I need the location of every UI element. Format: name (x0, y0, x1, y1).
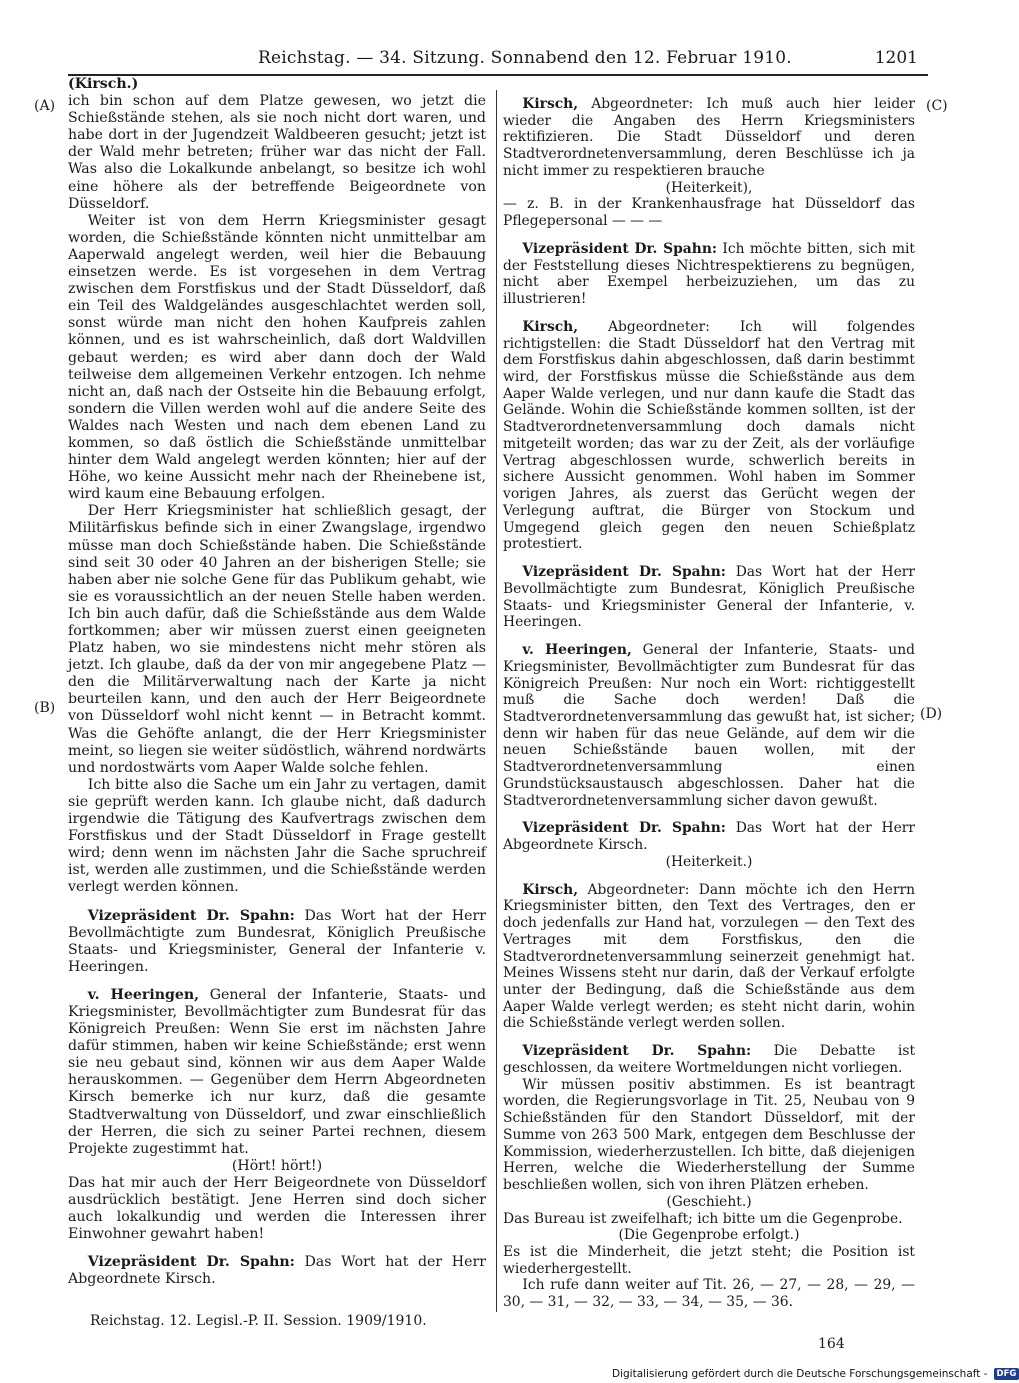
margin-mark-b: (B) (34, 700, 56, 716)
paragraph: Wir müssen positiv abstimmen. Es ist beantragt worden, die Regierungsvorlage in Tit. 25, Neubau von 9 Schießständen für den Standort Düsseldorf, mit der Summe von 263 500 Mark, entgegen dem Beschlusse der Kommission, wiederherzustellen. Ich bitte, daß diejenigen Herren, welche die Wiederherstellung der Summe beschließen wollen, sich von ihren Plätzen erheben. (503, 1076, 915, 1194)
speech-paragraph (503, 241, 915, 308)
speaker-name: Vizepräsident Dr. Spahn: (522, 564, 726, 581)
speaker-name: Vizepräsident Dr. Spahn: (522, 240, 718, 257)
speech-text: Ich möchte bitten, sich mit der Feststellung dieses Nichtrespektierens zu begnügen, nicht aber Exempel herbeizuziehen, um das zu illustrieren! (503, 240, 915, 308)
interjection: (Hört! hört!) (231, 1157, 323, 1174)
margin-mark-d: (D) (920, 706, 943, 722)
column-divider (496, 90, 497, 1312)
digitization-credit (612, 1368, 1019, 1380)
speech-text: Das Wort hat der Herr Abgeordnete Kirsch. (68, 1254, 486, 1288)
speaker-name: Vizepräsident Dr. Spahn: (522, 820, 726, 837)
speech-text: Die Debatte ist geschlossen, da weitere Wortmeldungen nicht vorliegen. (503, 1043, 916, 1076)
margin-mark-a: (A) (34, 98, 56, 114)
speech-text: Abgeordneter: Ich muß auch hier leider wieder die Angaben des Herrn Kriegsministers rektifizieren. Die Stadt Düsseldorf und deren Stadtverordnetenversammlung, deren Beschlüsse ich ja nicht immer zu respektieren brauche (503, 96, 915, 179)
interjection: (Heiterkeit.) (665, 853, 753, 870)
speaker-name: Kirsch, (522, 881, 579, 898)
speech-text: Abgeordneter: Ich will folgendes richtigstellen: die Stadt Düsseldorf hat den Vertrag mit dem Forstfiskus dahin abgeschlossen, daß darin bestimmt wird, der Forstfiskus müsse die Schießstände aus dem Aaper Walde verlegen, und nur dann kaufe die Stadt das Gelände. Wohin die Schießstände kommen sollten, ist der Stadtverordnetenversammlung doch damals nicht mitgeteilt worden; das war zu der Zeit, als der vorläufige Vertrag abgeschlossen wurde, schwerlich bereits in sichere Aussicht genommen. Wohl haben im Sommer vorigen Jahres, als zuerst das Gerücht wegen der Verlegung auftrat, die Bürger von Stockum und Umgegend gleich gegen den neuen Schießplatz protestiert. (503, 318, 915, 553)
speech-text: Das Wort hat der Herr Bevollmächtigte zum Bundesrat, Königlich Preußische Staats- und Kriegsminister, General der Infanterie v. Heeringen. (68, 907, 486, 975)
speech-text: Abgeordneter: Dann möchte ich den Herrn Kriegsminister bitten, den Text des Vertrages, den er doch jedenfalls zur Hand hat, vorzulegen — den Text des Vertrages mit dem Forstfiskus, den die Stadtverordnetenversammlung seinerzeit genehmigt hat. Meines Wissens steht nur darin, daß der Verkauf erfolgte unter der Bedingung, daß die Schießstände aus dem Aaper Walde verlegt werden; es steht nicht darin, wohin die Schießstände verlegt werden sollen. (503, 881, 915, 1032)
paragraph: — z. B. in der Krankenhausfrage hat Düsseldorf das Pflegepersonal — — — (503, 196, 915, 230)
paragraph: Ich rufe dann weiter auf Tit. 26, — 27, — 28, — 29, — 30, — 31, — 32, — 33, — 34, — 35, — 36. (503, 1277, 915, 1311)
speaker-name: v. Heeringen, (87, 986, 200, 1003)
dfg-logo: DFG (994, 1368, 1019, 1380)
speaker-continuation: (Kirsch.) (68, 76, 139, 92)
speech-paragraph (68, 908, 486, 976)
speech-text: Das Wort hat der Herr Bevollmächtigte zum Bundesrat, Königlich Preußische Staats- und Kriegsminister General der Infanterie, v. Heeringen. (503, 564, 915, 631)
sheet-signature: 164 (818, 1336, 845, 1352)
interjection: (Die Gegenprobe erfolgt.) (618, 1227, 800, 1244)
footer-imprint: Reichstag. 12. Legisl.-P. II. Session. 1909/1910. (90, 1313, 427, 1329)
speaker-name: Vizepräsident Dr. Spahn: (87, 1254, 295, 1271)
speech-text: General der Infanterie, Staats- und Kriegsminister, Bevollmächtigter zum Bundesrat für das Königreich Preußen: Nur noch ein Wort: richtiggestellt muß die Sache doch werden! Daß die Stadtverordnetenversammlung das gewußt hat, ist sicher; denn wir haben für das neue Gelände, auf dem wir die neuen Schießstände bauen wollen, mit der Stadtverordnetenversammlung einen Grundstücksaustausch abgeschlossen. Daher hat die Stadtverordnetenversammlung sicher davon gewußt. (503, 642, 915, 809)
speaker-name: v. Heeringen, (522, 642, 632, 659)
credit-text: Digitalisierung gefördert durch die Deutsche Forschungsgemeinschaft - (612, 1368, 988, 1380)
interjection: (Geschieht.) (666, 1193, 752, 1210)
running-head: Reichstag. — 34. Sitzung. Sonnabend den 12. Februar 1910. (258, 48, 792, 68)
speech-text: General der Infanterie, Staats- und Kriegsminister, Bevollmächtigter zum Bundesrat für das Königreich Preußen: Wenn Sie erst im nächsten Jahre dafür stimmen, haben wir keine Schießstände; erst wenn sie neu gebaut sind, können wir aus dem Aaper Walde herauskommen. — Gegenüber dem Herrn Abgeordneten Kirsch bemerke ich nur kurz, daß die gesamte Stadtverwaltung von Düsseldorf, und zwar einschließlich der Herren, die sich zu seiner Partei rechnen, diesem Projekte zugestimmt hat. (68, 986, 487, 1157)
interjection: (Heiterkeit), (665, 179, 753, 196)
paragraph: ich bin schon auf dem Platze gewesen, wo jetzt die Schießstände stehen, als sie noch nicht dort waren, und habe dort in der Jugendzeit Waldbeeren gesucht; jetzt ist der Wald mehr betreten; früher war das nicht der Fall. Was also die Lokalkunde anbelangt, so besitze ich wohl eine höhere als der betreffende Beigeordnete von Düsseldorf. (68, 93, 486, 212)
speaker-name: Kirsch, (522, 96, 579, 112)
paragraph: Der Herr Kriegsminister hat schließlich gesagt, der Militärfiskus befinde sich in einer Zwangslage, irgendwo müsse man doch Schießstände haben. Die Schießstände sind seit 30 oder 40 Jahren an der bisherigen Stelle; sie haben aber nie solche Gene für das Publikum gehabt, wie sie es voraussichtlich an der neuen Stelle haben werden. Ich bin auch dafür, daß die Schießstände aus dem Walde fortkommen; aber wir müssen zuerst einen geeigneten Platz haben, wo sie mindestens nicht mehr stören als jetzt. Ich glaube, daß da der von mir angegebene Platz — den die Militärverwaltung nach der Karte ja nicht beurteilen kann, und den auch der Herr Beigeordnete von Düsseldorf wohl nicht kennt — in Betracht kommt. Was die Gehöfte anlangt, die der Herr Kriegsminister meint, so liegen sie weiter südöstlich, während nordwärts und nordostwärts vom Aaper Walde solche fehlen. (68, 503, 486, 776)
speech-paragraph (503, 96, 915, 180)
margin-mark-c: (C) (926, 98, 948, 114)
left-column (68, 76, 486, 1288)
right-column (503, 96, 915, 1311)
speaker-name: Vizepräsident Dr. Spahn: (87, 907, 295, 924)
speech-paragraph (68, 1254, 486, 1288)
speech-paragraph (503, 564, 915, 631)
speaker-name: Vizepräsident Dr. Spahn: (522, 1043, 752, 1060)
running-header (68, 48, 928, 74)
speech-paragraph (503, 319, 915, 553)
paragraph: Es ist die Minderheit, die jetzt steht; die Position ist wiederhergestellt. (503, 1244, 915, 1277)
speech-paragraph (503, 642, 915, 809)
speech-paragraph (503, 1043, 915, 1076)
paragraph: Ich bitte also die Sache um ein Jahr zu vertagen, damit sie geprüft werden kann. Ich glaube nicht, daß dadurch irgendwie die Tätigung des Kaufvertrags zwischen dem Forstfiskus und der Stadt Düsseldorf in Frage gestellt wird; denn wenn im nächsten Jahr die Sache spruchreif ist, werden alle zustimmen, und die Schießstände werden verlegt werden können. (68, 776, 486, 896)
page-number: 1201 (874, 48, 918, 68)
paragraph: Das hat mir auch der Herr Beigeordnete von Düsseldorf ausdrücklich bestätigt. Jene Herren sind doch sicher auch lokalkundig und werden die Interessen ihrer Einwohner gewahrt haben! (68, 1174, 486, 1243)
speaker-name: Kirsch, (522, 318, 579, 335)
paragraph: Weiter ist von dem Herrn Kriegsminister gesagt worden, die Schießstände könnten nicht unmittelbar am Aaperwald angelegt werden, weil hier die Bebauung einsetzen werde. Es ist vorgesehen in dem Vertrag zwischen dem Forstfiskus und der Stadt Düsseldorf, daß ein Teil des Waldgeländes ausgeschlachtet werden soll, sonst würde man nicht den hohen Kaufpreis zahlen können, und es ist wahrscheinlich, daß dort Waldvillen gebaut werden; es wird aber dann doch der Wald teilweise dem allgemeinen Verkehr entzogen. Ich nehme nicht an, daß nach der Ostseite hin die Bebauung erfolgt, sondern die Villen werden wohl auf die andere Seite des Waldes nach Westen und nach dem ebenen Land zu kommen, so daß östlich die Schießstände unmittelbar hinter dem Wald angelegt werden könnten; hier auf der Höhe, wo keine Aussicht mehr nach der Rheinebene ist, wird kaum eine Bebauung erfolgen. (68, 212, 486, 503)
speech-text: Das Wort hat der Herr Abgeordnete Kirsch. (503, 820, 915, 854)
paragraph: Das Bureau ist zweifelhaft; ich bitte um die Gegenprobe. (503, 1210, 903, 1227)
speech-paragraph (68, 987, 486, 1158)
speech-paragraph (503, 820, 915, 853)
speech-paragraph (503, 882, 915, 1033)
